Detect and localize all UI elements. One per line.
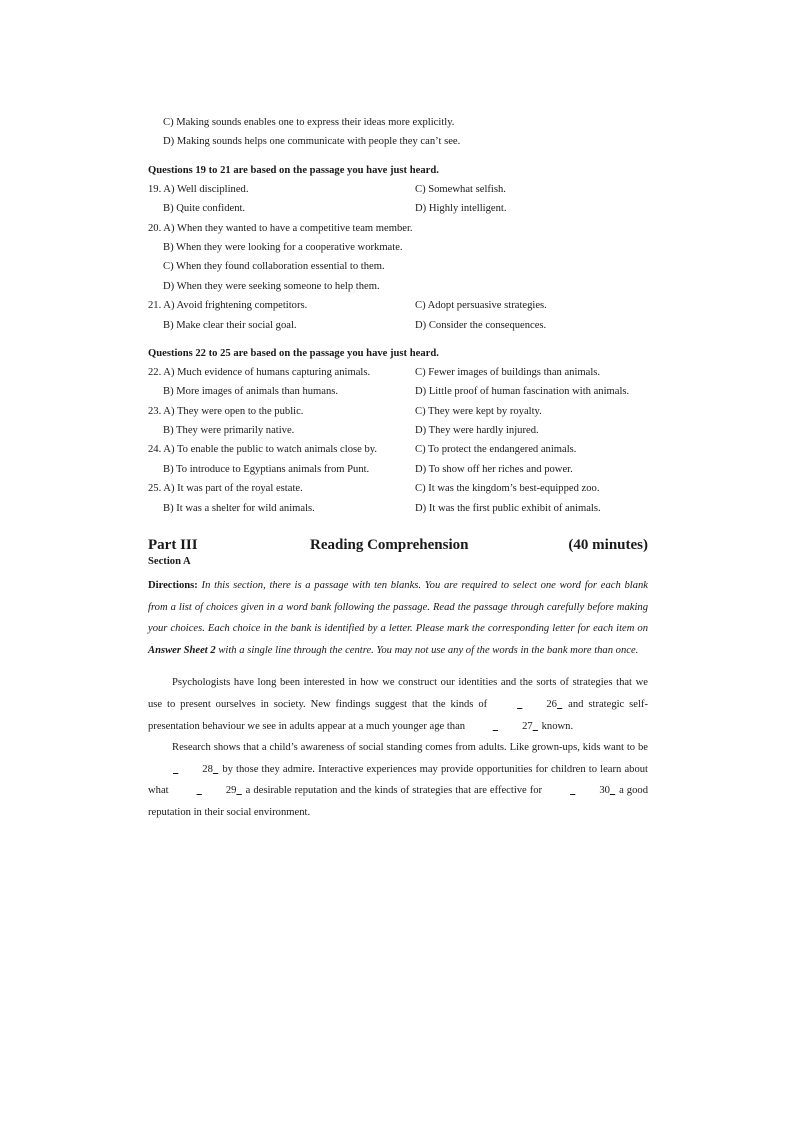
passage-text: Research shows that a child’s awareness of social standing comes from adults. Like grown-ups, kids want to be — [172, 742, 648, 754]
blank-29: 29 — [225, 785, 237, 797]
blank-30: 30 — [599, 785, 610, 797]
blank-28: 28 — [202, 763, 213, 775]
question-21-row-2 — [148, 316, 648, 335]
q20-option-d: D) When they were seeking someone to help them. — [163, 280, 380, 292]
q25-option-a: 25. A) It was part of the royal estate. — [148, 483, 303, 495]
question-25-row-1 — [148, 479, 648, 498]
q19-option-b: B) Quite confident. — [163, 203, 246, 215]
question-20-b — [148, 238, 648, 257]
question-24-row-2 — [148, 460, 648, 479]
q22-option-c: C) Fewer images of buildings than animals. — [415, 366, 601, 378]
q23-option-b: B) They were primarily native. — [163, 425, 295, 437]
directions-text-1: In this section, there is a passage with ten blanks. You are required to select one word for each blank from a list of choices given in a word bank following the passage. Read the passage through carefully before making your choices. Each choice in the bank is identified by a letter. Please mark the corresponding letter for each item on — [148, 580, 648, 635]
question-20-c — [148, 257, 648, 276]
answer-sheet-ref: Answer Sheet 2 — [148, 644, 216, 656]
q22-option-d: D) Little proof of human fascination with animals. — [415, 386, 630, 398]
q23-option-a: 23. A) They were open to the public. — [148, 405, 304, 417]
passage-text: a desirable reputation and the kinds of strategies that are effective for — [242, 785, 546, 797]
q19-option-d: D) Highly intelligent. — [415, 203, 507, 215]
option-c-prev: C) Making sounds enables one to express their ideas more explicitly. — [163, 117, 455, 128]
q20-option-a: 20. A) When they wanted to have a competitive team member. — [148, 222, 413, 234]
q19-option-c: C) Somewhat selfish. — [415, 183, 506, 195]
question-21-row-1 — [148, 296, 648, 315]
option-d-prev: D) Making sounds helps one communicate with people they can’t see. — [163, 136, 461, 148]
passage-text: a good reputation in their social environment. — [148, 785, 648, 818]
questions-19-21-heading: Questions 19 to 21 are based on the passage you have just heard. — [148, 164, 439, 176]
question-23-row-2 — [148, 421, 648, 440]
question-20-d — [148, 277, 648, 296]
q21-option-a: 21. A) Avoid frightening competitors. — [148, 300, 308, 312]
question-23-row-1 — [148, 402, 648, 421]
directions-paragraph — [148, 575, 648, 661]
q25-option-b: B) It was a shelter for wild animals. — [163, 502, 315, 514]
directions-label: Directions: — [148, 580, 198, 592]
q25-option-d: D) It was the first public exhibit of animals. — [415, 502, 601, 514]
blank-26: 26 — [546, 699, 557, 710]
q23-option-c: C) They were kept by royalty. — [415, 405, 542, 417]
question-19-row-2 — [148, 199, 648, 218]
q19-option-a: 19. A) Well disciplined. — [148, 183, 249, 195]
q24-option-c: C) To protect the endangered animals. — [415, 444, 577, 456]
exam-page — [148, 113, 648, 824]
q25-option-c: C) It was the kingdom’s best-equipped zoo. — [415, 483, 600, 495]
part-3-header — [148, 535, 648, 555]
q21-option-d: D) Consider the consequences. — [415, 319, 547, 331]
passage-paragraph-2 — [148, 737, 648, 823]
passage-text: by those they admire. Interactive experiences may provide opportunities for children to learn about what — [148, 763, 648, 797]
question-22-row-2 — [148, 382, 648, 401]
passage-text: Psychologists have long been interested in how we construct our identities and the sorts of strategies that we use to present ourselves in society. New findings suggest that the kinds of — [148, 677, 648, 710]
directions-text-2: with a single line through the centre. You may not use any of the words in the bank more than once. — [215, 644, 639, 656]
question-19-row-1 — [148, 180, 648, 199]
blank-27: 27 — [522, 720, 533, 732]
q24-option-d: D) To show off her riches and power. — [415, 463, 573, 475]
passage-text: known. — [538, 720, 574, 732]
q21-option-b: B) Make clear their social goal. — [163, 319, 297, 331]
q24-option-a: 24. A) To enable the public to watch animals close by. — [148, 444, 378, 456]
question-22-row-1 — [148, 363, 648, 382]
part-label: Part III — [148, 537, 198, 554]
passage-text: and strategic self-presentation behaviour we see in adults appear at a much younger age than — [148, 699, 648, 732]
part-title: Reading Comprehension — [310, 537, 469, 554]
q23-option-d: D) They were hardly injured. — [415, 425, 539, 437]
q24-option-b: B) To introduce to Egyptians animals from Punt. — [163, 463, 370, 475]
part-time: (40 minutes) — [568, 537, 648, 554]
question-20-a — [148, 219, 648, 238]
questions-22-25-heading: Questions 22 to 25 are based on the passage you have just heard. — [148, 347, 439, 359]
q22-option-a: 22. A) Much evidence of humans capturing animals. — [148, 366, 371, 378]
q20-option-c: C) When they found collaboration essential to them. — [163, 261, 385, 273]
question-25-row-2 — [148, 499, 648, 518]
question-24-row-1 — [148, 440, 648, 459]
passage-paragraph-1 — [148, 672, 648, 737]
reading-passage — [148, 672, 648, 823]
q22-option-b: B) More images of animals than humans. — [163, 386, 339, 398]
section-a-label: Section A — [148, 556, 191, 568]
q21-option-c: C) Adopt persuasive strategies. — [415, 300, 547, 312]
q20-option-b: B) When they were looking for a cooperative workmate. — [163, 241, 403, 253]
